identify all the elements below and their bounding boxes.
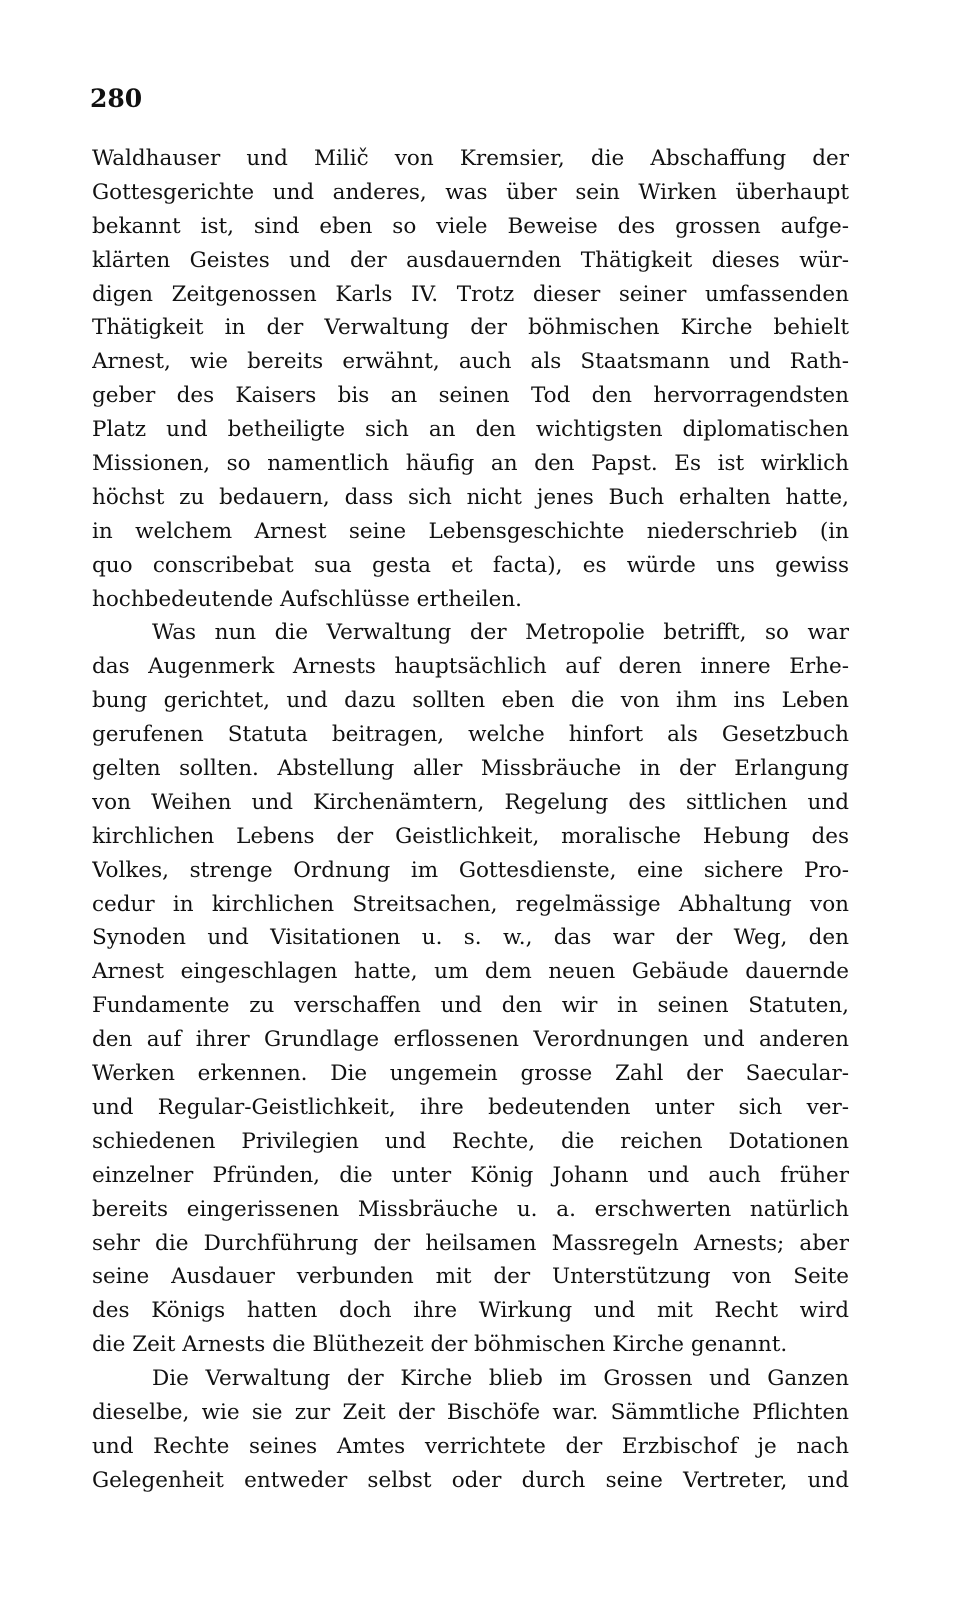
text-line: Was nun die Verwaltung der Metropolie betrifft, so war — [152, 620, 849, 646]
text-line: Fundamente zu verschaffen und den wir in seinen Statuten, — [92, 993, 849, 1019]
text-line: kirchlichen Lebens der Geistlichkeit, moralische Hebung des — [92, 823, 849, 849]
text-line: das Augenmerk Arnests hauptsächlich auf deren innere Erhe- — [92, 654, 849, 680]
text-line: von Weihen und Kirchenämtern, Regelung des sittlichen und — [92, 789, 849, 815]
text-line: Gelegenheit entweder selbst oder durch seine Vertreter, und — [92, 1467, 849, 1493]
text-line: Werken erkennen. Die ungemein grosse Zahl der Saecular- — [92, 1061, 849, 1087]
text-line: Arnest eingeschlagen hatte, um dem neuen Gebäude dauernde — [92, 959, 849, 985]
text-line: bereits eingerissenen Missbräuche u. a. erschwerten natürlich — [92, 1196, 849, 1222]
text-line: klärten Geistes und der ausdauernden Thätigkeit dieses wür- — [92, 247, 849, 273]
text-line: Missionen, so namentlich häufig an den Papst. Es ist wirklich — [92, 451, 849, 477]
text-line: und Regular-Geistlichkeit, ihre bedeutenden unter sich ver- — [92, 1094, 849, 1120]
text-line: cedur in kirchlichen Streitsachen, regelmässige Abhaltung von — [92, 891, 849, 917]
text-line: höchst zu bedauern, dass sich nicht jenes Buch erhalten hatte, — [92, 484, 849, 510]
text-line: bung gerichtet, und dazu sollten eben die von ihm ins Leben — [92, 688, 849, 714]
text-line: gelten sollten. Abstellung aller Missbräuche in der Erlangung — [92, 756, 849, 782]
text-line: Waldhauser und Milič von Kremsier, die Abschaffung der — [92, 146, 849, 171]
text-line: Die Verwaltung der Kirche blieb im Grossen und Ganzen — [152, 1366, 849, 1392]
text-line: Synoden und Visitationen u. s. w., das war der Weg, den — [92, 925, 849, 951]
text-line: hochbedeutende Aufschlüsse ertheilen. — [92, 586, 522, 612]
text-line: digen Zeitgenossen Karls IV. Trotz dieser seiner umfassenden — [92, 281, 849, 307]
text-line: dieselbe, wie sie zur Zeit der Bischöfe war. Sämmtliche Pflichten — [92, 1399, 849, 1425]
text-line: quo conscribebat sua gesta et facta), es würde uns gewiss — [92, 552, 849, 578]
text-line: Volkes, strenge Ordnung im Gottesdienste, eine sichere Pro- — [92, 857, 849, 883]
text-line: Platz und betheiligte sich an den wichtigsten diplomatischen — [92, 417, 849, 443]
text-line: sehr die Durchführung der heilsamen Massregeln Arnests; aber — [92, 1230, 849, 1256]
text-line: einzelner Pfründen, die unter König Johann und auch früher — [92, 1162, 849, 1188]
text-line: schiedenen Privilegien und Rechte, die reichen Dotationen — [92, 1128, 849, 1154]
text-line: in welchem Arnest seine Lebensgeschichte niederschrieb (in — [92, 518, 849, 544]
text-line: des Königs hatten doch ihre Wirkung und mit Recht wird — [92, 1298, 849, 1324]
text-line: gerufenen Statuta beitragen, welche hinfort als Gesetzbuch — [92, 722, 849, 748]
page-number: 280 — [90, 84, 143, 113]
text-line: geber des Kaisers bis an seinen Tod den hervorragendsten — [92, 383, 849, 409]
body-text — [92, 142, 849, 1498]
text-line: und Rechte seines Amtes verrichtete der Erzbischof je nach — [92, 1433, 849, 1459]
text-line: Thätigkeit in der Verwaltung der böhmischen Kirche behielt — [92, 315, 849, 341]
text-line: die Zeit Arnests die Blüthezeit der böhmischen Kirche genannt. — [92, 1332, 788, 1358]
text-line: den auf ihrer Grundlage erflossenen Verordnungen und anderen — [92, 1027, 849, 1053]
text-line: Arnest, wie bereits erwähnt, auch als Staatsmann und Rath- — [92, 349, 849, 375]
text-line: seine Ausdauer verbunden mit der Unterstützung von Seite — [92, 1264, 849, 1290]
text-line: bekannt ist, sind eben so viele Beweise des grossen aufge- — [92, 213, 849, 239]
text-line: Gottesgerichte und anderes, was über sein Wirken überhaupt — [92, 179, 849, 205]
